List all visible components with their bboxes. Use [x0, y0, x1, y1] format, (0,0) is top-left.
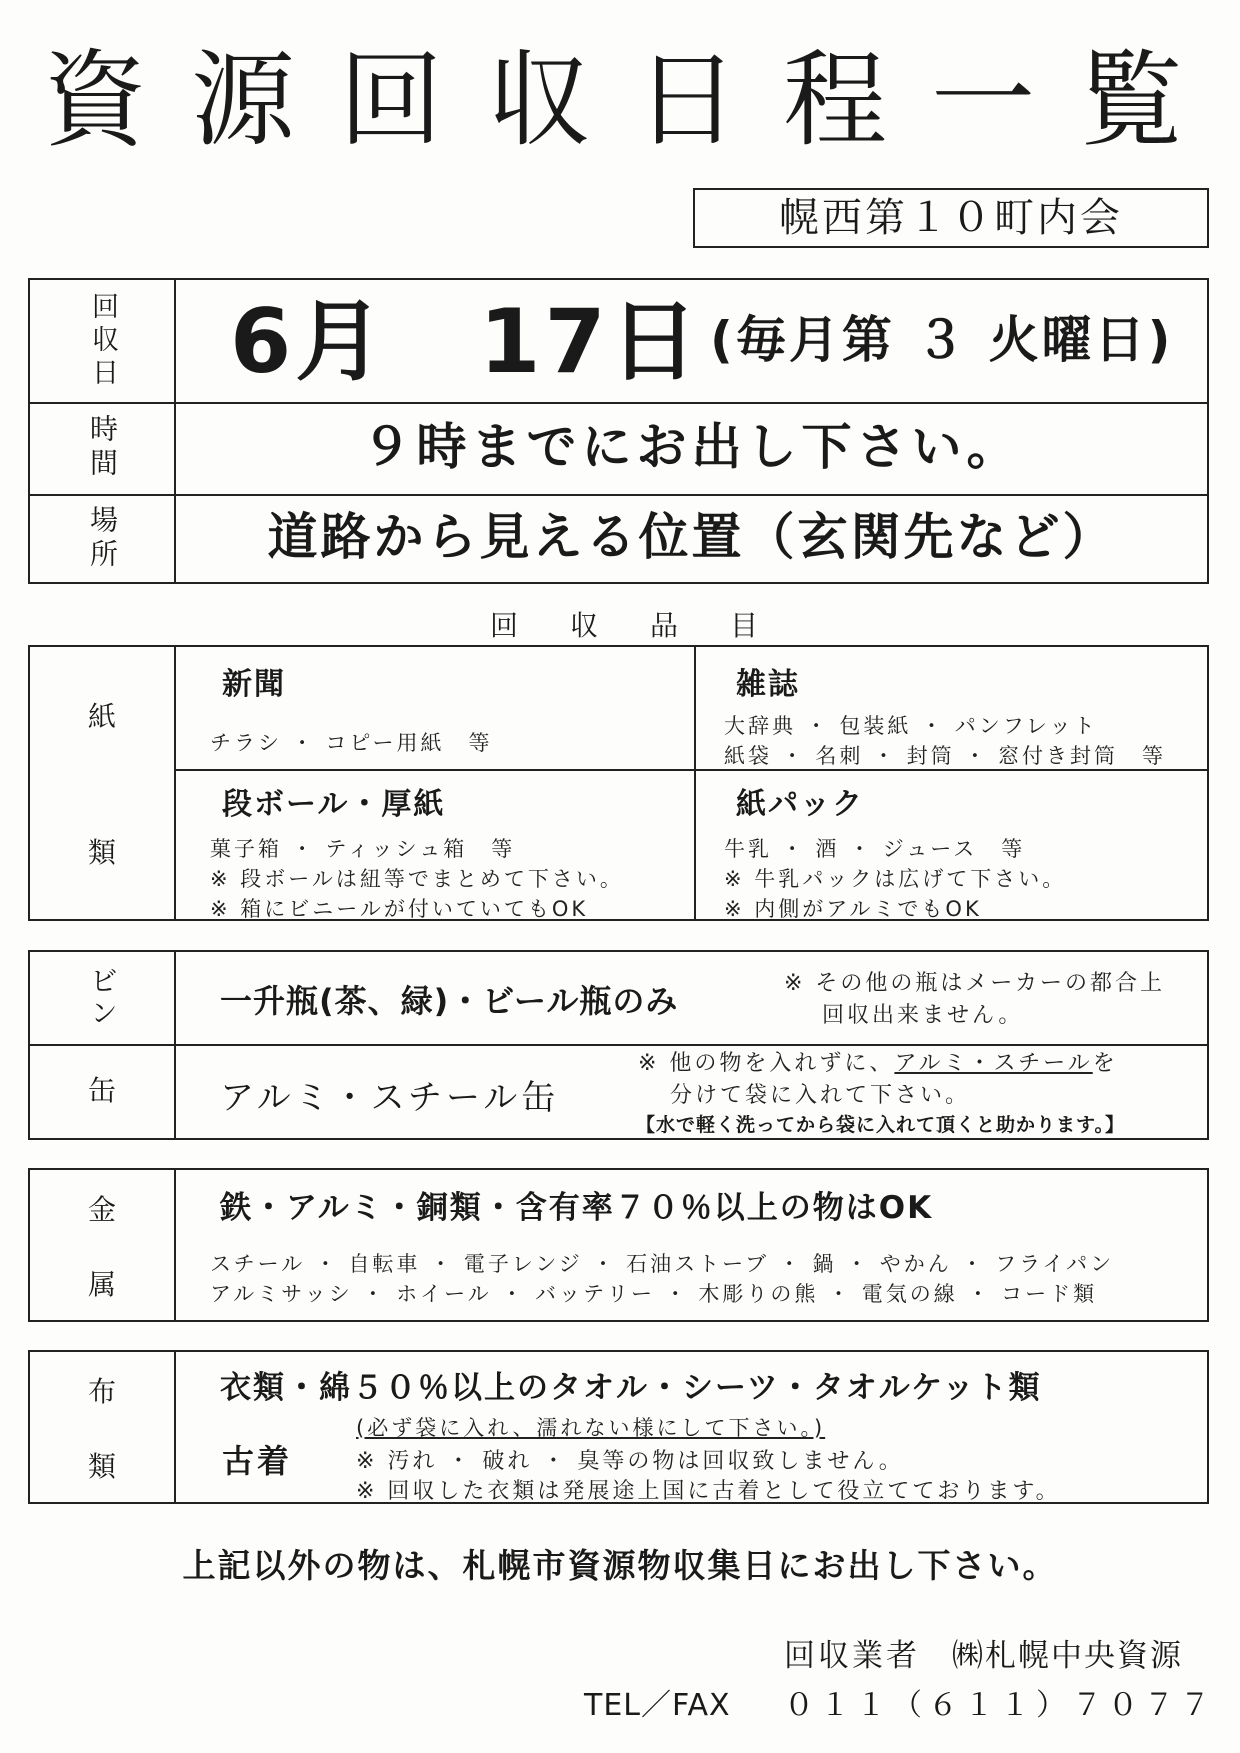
carton-note-2: ※ 内側がアルミでもOK — [724, 897, 982, 921]
cardboard-title: 段ボール・厚紙 — [222, 787, 446, 822]
collection-date-note: (毎月第 ３ 火曜日) — [710, 311, 1174, 369]
date-label: 回収日 — [30, 280, 176, 402]
collector-label: 回収業者 — [784, 1638, 920, 1674]
paper-label: 紙 類 — [30, 647, 176, 919]
schedule-table — [28, 278, 1209, 584]
magazine-title: 雑誌 — [736, 667, 800, 702]
cloth-note-0: (必ず袋に入れ、濡れない様にして下さい。) — [356, 1416, 826, 1440]
newspaper-detail: チラシ ・ コピー用紙 等 — [210, 731, 493, 755]
metal-table — [28, 1168, 1209, 1322]
tel-label: TEL／FAX — [584, 1688, 731, 1723]
page-title: 資源回収日程一覧 — [42, 39, 1227, 161]
bottles-note-1: ※ その他の瓶はメーカーの都合上 — [784, 971, 1165, 996]
bottles-cans-table — [28, 950, 1209, 1140]
cloth-title: 衣類・綿５０％以上のタオル・シーツ・タオルケット類 — [220, 1370, 1042, 1406]
collection-date: 6月 17日 — [230, 290, 702, 393]
time-label: 時間 — [30, 402, 176, 494]
cans-note-2: 分けて袋に入れて下さい。 — [670, 1083, 971, 1108]
cardboard-note-2: ※ 箱にビニールが付いていてもOK — [210, 897, 589, 921]
collection-place: 道路から見える位置（玄関先など） — [267, 508, 1116, 566]
metal-title: 鉄・アルミ・銅類・含有率７０％以上の物はOK — [220, 1190, 934, 1226]
cans-note-1: ※ 他の物を入れずに、アルミ・スチールを — [638, 1051, 1118, 1076]
metal-detail-1: スチール ・ 自転車 ・ 電子レンジ ・ 石油ストーブ ・ 鍋 ・ やかん ・ フライパン — [210, 1252, 1115, 1276]
magazine-detail-2: 紙袋 ・ 名刺 ・ 封筒 ・ 窓付き封筒 等 — [724, 744, 1167, 768]
metal-label: 金 属 — [30, 1170, 176, 1320]
cans-title: アルミ・スチール缶 — [220, 1078, 560, 1118]
collection-time: ９時までにお出し下さい。 — [361, 418, 1022, 476]
cloth-table — [28, 1350, 1209, 1504]
newspaper-title: 新聞 — [222, 667, 286, 702]
footer-notice: 上記以外の物は、札幌市資源物収集日にお出し下さい。 — [182, 1546, 1058, 1585]
carton-title: 紙パック — [736, 787, 864, 822]
cloth-label: 布 類 — [30, 1352, 176, 1502]
tel-number: ０１１（６１１）７０７７ — [784, 1688, 1216, 1723]
cardboard-note-1: ※ 段ボールは紐等でまとめて下さい。 — [210, 867, 624, 891]
cans-label: 缶 — [30, 1044, 176, 1138]
paper-table — [28, 645, 1209, 921]
carton-detail: 牛乳 ・ 酒 ・ ジュース 等 — [724, 837, 1026, 861]
metal-detail-2: アルミサッシ ・ ホイール ・ バッテリー ・ 木彫りの熊 ・ 電気の線 ・ コード類 — [210, 1282, 1098, 1306]
items-heading: 回 収 品 目 — [489, 609, 770, 642]
cloth-note-1: ※ 汚れ ・ 破れ ・ 臭等の物は回収致しません。 — [356, 1449, 904, 1474]
collector-name: ㈱札幌中央資源 — [952, 1638, 1183, 1674]
cloth-note-2: ※ 回収した衣類は発展途上国に古着として役立てております。 — [356, 1479, 1061, 1504]
bottles-label: ビン — [30, 952, 176, 1044]
old-clothes-label: 古着 — [222, 1442, 293, 1480]
carton-note-1: ※ 牛乳パックは広げて下さい。 — [724, 867, 1067, 891]
cans-note-3: 【水で軽く洗ってから袋に入れて頂くと助かります。】 — [636, 1114, 1125, 1136]
cardboard-detail: 菓子箱 ・ ティッシュ箱 等 — [210, 837, 516, 861]
bottles-title: 一升瓶(茶、緑)・ビール瓶のみ — [220, 982, 679, 1020]
bottles-note-2: 回収出来ません。 — [822, 1003, 1024, 1028]
magazine-detail-1: 大辞典 ・ 包装紙 ・ パンフレット — [724, 714, 1098, 738]
organization-name: 幌西第１０町内会 — [693, 188, 1209, 248]
place-label: 場所 — [30, 494, 176, 584]
